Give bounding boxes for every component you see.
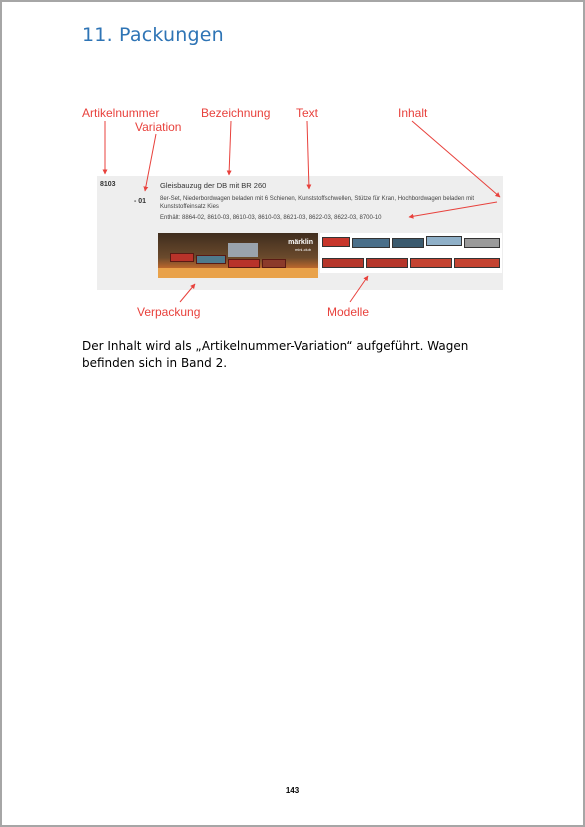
- page-number: 143: [285, 786, 300, 795]
- annotation-models: Modelle: [327, 305, 370, 319]
- model-wagon: [464, 238, 500, 248]
- crane-shape: [228, 243, 258, 257]
- model-wagon: [392, 238, 424, 248]
- packaging-sublogo: mini-club: [294, 247, 311, 252]
- model-locomotive: [322, 237, 350, 247]
- annotation-packaging: Verpackung: [137, 305, 201, 319]
- entry-content: Enthält: 8864-02, 8610-03, 8610-03, 8610-03, 8621-03, 8622-03, 8622-03, 8700-10: [160, 215, 382, 221]
- package-car: [170, 253, 194, 262]
- annotation-content: Inhalt: [398, 106, 428, 120]
- packaging-photo: [158, 233, 318, 278]
- annotation-variation: Variation: [135, 120, 182, 134]
- entry-text: 8er-Set, Niederbordwagen beladen mit 6 Schienen, Kunststoffschwellen, Stütze für Kran, Hochbordwagen beladen mit Kunststoffeinsatz Kies: [160, 196, 475, 210]
- entry-variation: - 01: [134, 198, 147, 205]
- model-wagon: [352, 238, 390, 248]
- model-crane: [426, 236, 462, 246]
- packaging-logo: märklin: [288, 239, 313, 246]
- body-text: Der Inhalt wird als „Artikelnummer-Variation“ aufgeführt. Wagen befinden sich in Band 2.: [82, 339, 469, 370]
- package-car: [262, 259, 286, 268]
- package-base: [158, 268, 318, 278]
- model-wagon: [454, 258, 500, 268]
- model-wagon: [366, 258, 408, 268]
- package-car: [228, 259, 260, 268]
- entry-article-number: 8103: [100, 181, 116, 188]
- entry-title: Gleisbauzug der DB mit BR 260: [160, 181, 267, 190]
- annotation-article-number: Artikelnummer: [82, 106, 160, 120]
- annotation-text: Text: [296, 106, 319, 120]
- models-photo: [320, 233, 502, 273]
- model-wagon: [410, 258, 452, 268]
- model-wagon: [322, 258, 364, 268]
- annotation-designation: Bezeichnung: [201, 106, 271, 120]
- page-title: 11. Packungen: [82, 24, 224, 46]
- package-car: [196, 255, 226, 264]
